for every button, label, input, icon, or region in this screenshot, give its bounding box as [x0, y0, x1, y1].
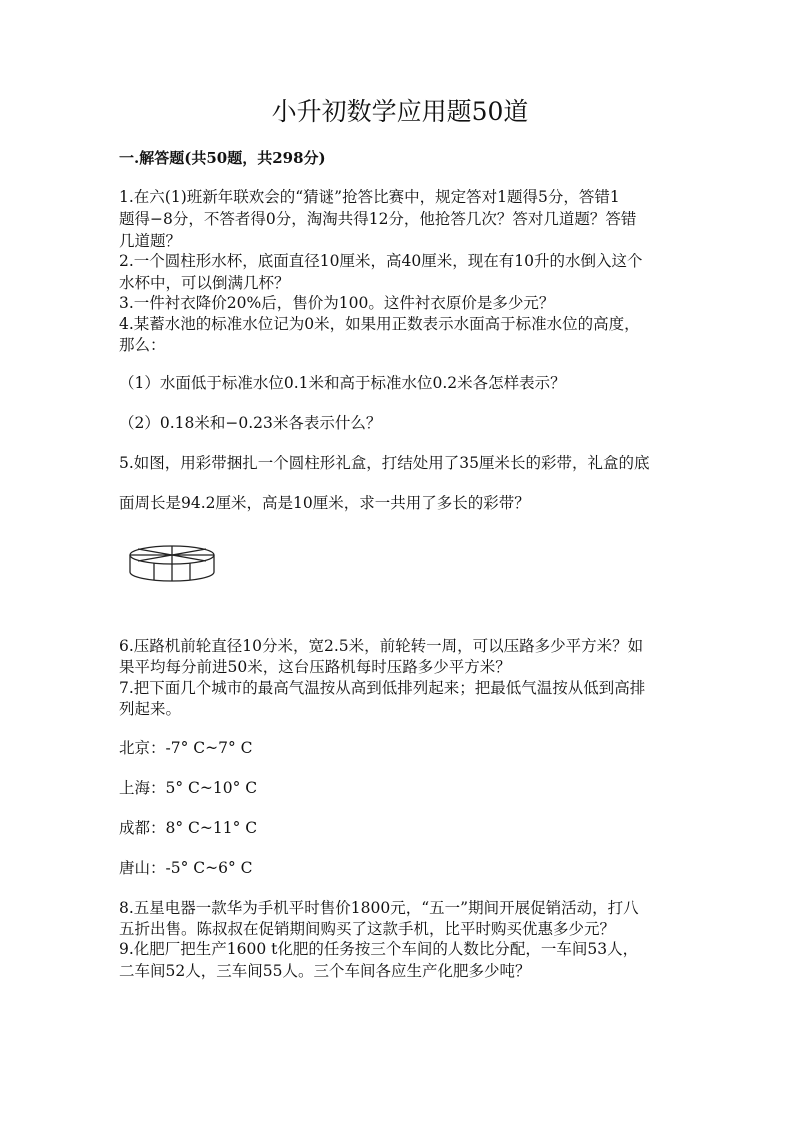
q9-line-1: 9.化肥厂把生产1600 t化肥的任务按三个车间的人数比分配，一车间53人，: [119, 940, 639, 958]
q8-line-1: 8.五星电器一款华为手机平时售价1800元，“五一”期间开展促销活动，打八: [119, 899, 639, 917]
q7-line-1: 7.把下面几个城市的最高气温按从高到低排列起来；把最低气温按从低到高排: [119, 679, 646, 697]
city-beijing: 北京：-7° C~7° C: [119, 739, 253, 757]
page-title: 小升初数学应用题50道: [271, 97, 529, 126]
q4-sub-2: （2）0.18米和−0.23米各表示什么？: [119, 414, 382, 432]
q6-line-1: 6.压路机前轮直径10分米，宽2.5米，前轮转一周，可以压路多少平方米？如: [119, 637, 644, 655]
cylinder-gift-box-figure: [126, 542, 218, 584]
q6-line-2: 果平均每分前进50米，这台压路机每时压路多少平方米？: [119, 658, 511, 676]
city-shanghai: 上海：5° C~10° C: [119, 779, 258, 797]
q3-line-1: 3.一件衬衣降价20%后，售价为100。这件衬衣原价是多少元？: [119, 294, 555, 312]
q9-line-2: 二车间52人，三车间55人。三个车间各应生产化肥多少吨？: [119, 962, 531, 980]
section-heading: 一.解答题(共50题，共298分): [119, 149, 326, 167]
q4-line-1: 4.某蓄水池的标准水位记为0米，如果用正数表示水面高于标准水位的高度，: [119, 315, 640, 333]
q5-line-1: 5.如图，用彩带捆扎一个圆柱形礼盒，打结处用了35厘米长的彩带，礼盒的底: [119, 454, 650, 472]
q5-line-2: 面周长是94.2厘米，高是10厘米，求一共用了多长的彩带？: [119, 494, 530, 512]
q4-line-2: 那么：: [119, 336, 166, 354]
q7-line-2: 列起来。: [119, 700, 182, 718]
city-tangshan: 唐山：-5° C~6° C: [119, 859, 253, 877]
q8-line-2: 五折出售。陈叔叔在促销期间购买了这款手机，比平时购买优惠多少元？: [119, 920, 616, 938]
q1-line-1: 1.在六(1)班新年联欢会的“猜谜”抢答比赛中，规定答对1题得5分，答错1: [119, 188, 620, 206]
city-chengdu: 成都：8° C~11° C: [119, 819, 258, 837]
q2-line-2: 水杯中，可以倒满几杯？: [119, 274, 290, 292]
q4-sub-1: （1）水面低于标准水位0.1米和高于标准水位0.2米各怎样表示？: [119, 374, 566, 392]
q2-line-1: 2.一个圆柱形水杯，底面直径10厘米，高40厘米，现在有10升的水倒入这个: [119, 252, 643, 270]
q1-line-3: 几道题？: [119, 232, 182, 250]
q1-line-2: 题得−8分，不答者得0分，淘淘共得12分，他抢答几次？答对几道题？答错: [119, 210, 637, 228]
